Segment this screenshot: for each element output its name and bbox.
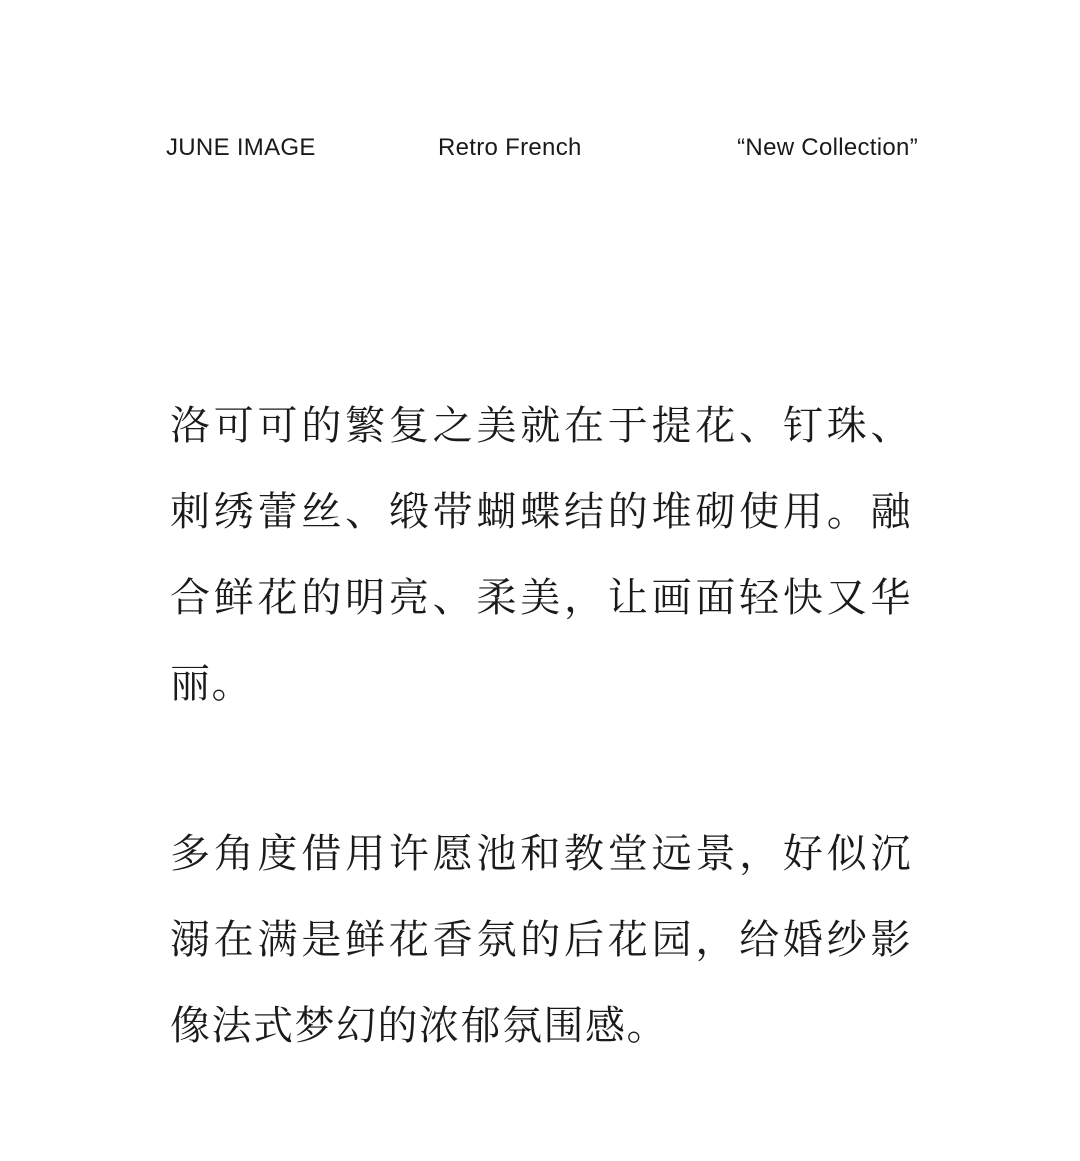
collection-label: “New Collection” [737, 134, 918, 161]
brand-name: JUNE IMAGE [166, 134, 316, 161]
page-header [0, 132, 1080, 164]
paragraph-scenery: 多角度借用许愿池和教堂远景，好似沉溺在满是鲜花香氛的后花园，给婚纱影像法式梦幻的浓郁氛围感。 [170, 831, 912, 1049]
article-body [170, 383, 912, 1069]
paragraph-rococo: 洛可可的繁复之美就在于提花、钉珠、刺绣蕾丝、缎带蝴蝶结的堆砌使用。融合鲜花的明亮、柔美，让画面轻快又华丽。 [170, 403, 912, 707]
style-label: Retro French [438, 134, 582, 161]
